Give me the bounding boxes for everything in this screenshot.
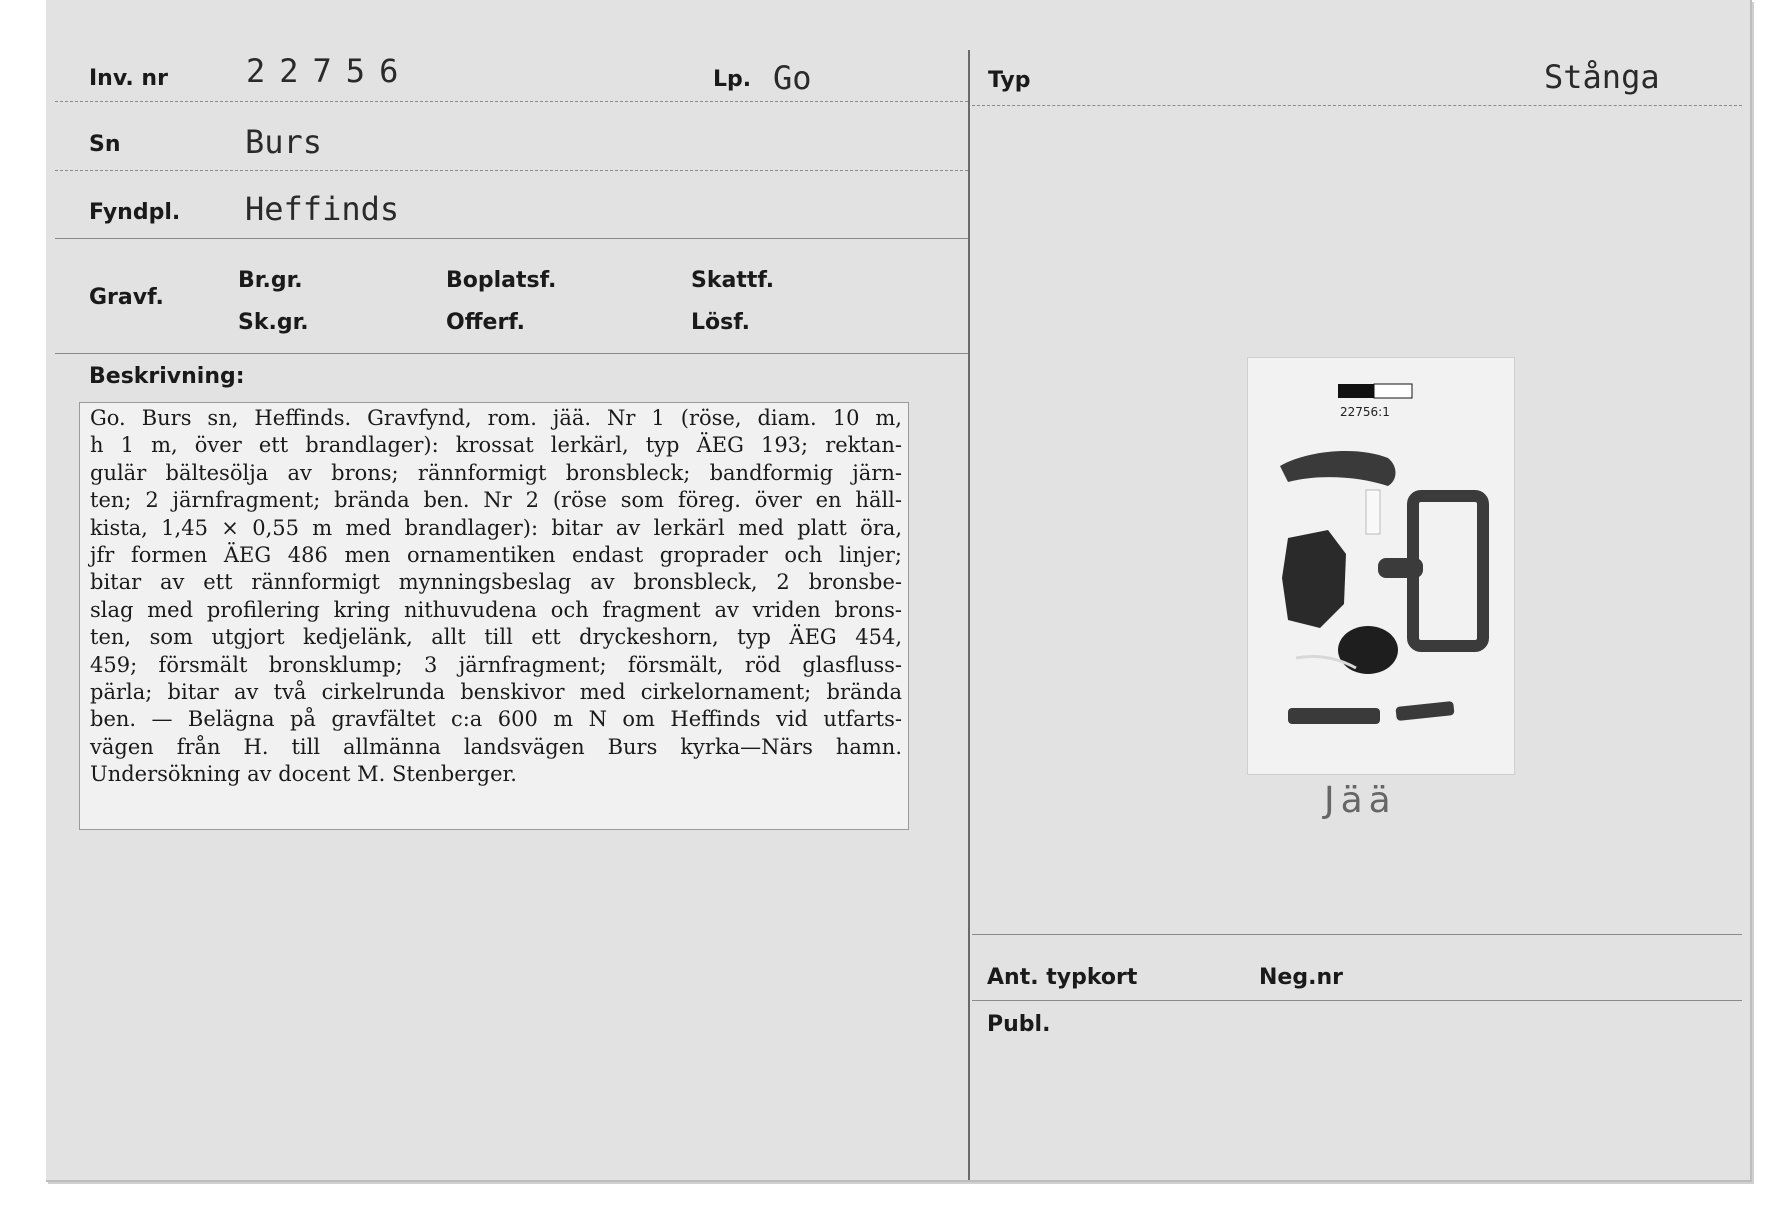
sn-value: Burs xyxy=(245,123,323,161)
object-tag: 22756:1 xyxy=(1340,405,1390,419)
brgr-label: Br.gr. xyxy=(238,268,303,293)
typ-value: Stånga xyxy=(1544,58,1660,96)
description-slip xyxy=(79,402,909,830)
rule xyxy=(972,934,1742,935)
description-line: gulär bältesölja av brons; rännformigt bronsbleck; bandformig järn- xyxy=(90,460,902,485)
iron-fragment xyxy=(1280,451,1396,486)
inv-nr-value: 22756 xyxy=(246,52,413,90)
scale-bar xyxy=(1338,384,1374,398)
typ-label: Typ xyxy=(988,68,1031,93)
bronze-clump xyxy=(1338,626,1398,674)
description-line: bitar av ett rännformigt mynningsbeslag av bronsbleck, 2 bronsbe- xyxy=(90,570,902,595)
description-line: kista, 1,45 × 0,55 m med brandlager): bitar av lerkärl med platt öra, xyxy=(90,515,902,540)
fyndpl-value: Heffinds xyxy=(245,190,400,228)
description-line: ten, som utgjort kedjelänk, allt till ett dryckeshorn, typ ÄEG 454, xyxy=(90,625,902,650)
description-line: ben. — Belägna på gravfältet c:a 600 m N om Heffinds vid utfarts- xyxy=(90,707,902,732)
description-line: 459; försmält bronsklump; 3 järnfragment; försmält, röd glasfluss- xyxy=(90,652,902,677)
gravf-label: Gravf. xyxy=(89,285,164,310)
sherd xyxy=(1282,530,1346,628)
beskrivning-label: Beskrivning: xyxy=(89,364,245,389)
description-line: pärla; bitar av två cirkelrunda benskivor med cirkelornament; brända xyxy=(90,680,902,705)
boplatsf-label: Boplatsf. xyxy=(446,268,557,293)
inv-nr-label: Inv. nr xyxy=(89,66,168,91)
rule xyxy=(55,101,968,102)
buckle xyxy=(1413,496,1483,646)
description-line: h 1 m, över ett brandlager): krossat lerkärl, typ ÄEG 193; rektan- xyxy=(90,433,902,458)
offerf-label: Offerf. xyxy=(446,310,526,335)
rule xyxy=(55,353,968,354)
column-divider xyxy=(968,50,970,1180)
lp-label: Lp. xyxy=(713,67,752,92)
description-line: vägen från H. till allmänna landsvägen Burs kyrka—Närs hamn. xyxy=(90,734,902,759)
scale-bar xyxy=(1374,384,1412,398)
ant-typkort-label: Ant. typkort xyxy=(987,965,1138,990)
artifact-photo-drawing xyxy=(1248,358,1514,774)
description-line: Undersökning av docent M. Stenberger. xyxy=(90,762,517,787)
sn-label: Sn xyxy=(89,132,121,157)
description-line: jfr formen ÄEG 486 men ornamentiken endast groprader och linjer; xyxy=(90,543,902,568)
bronze-mount xyxy=(1395,701,1454,721)
rule xyxy=(972,105,1742,106)
paper-tag xyxy=(1366,490,1380,534)
rule xyxy=(55,170,968,171)
description-line: Go. Burs sn, Heffinds. Gravfynd, rom. jää. Nr 1 (röse, diam. 10 m, xyxy=(90,406,902,430)
description-line: slag med profilering kring nithuvudena och fragment av vriden brons- xyxy=(90,597,902,622)
rule xyxy=(972,1000,1742,1001)
publ-label: Publ. xyxy=(987,1012,1051,1037)
lp-value: Go xyxy=(773,59,812,97)
buckle-tongue xyxy=(1378,558,1423,578)
neg-nr-label: Neg.nr xyxy=(1259,965,1343,990)
losf-label: Lösf. xyxy=(691,310,750,335)
rule xyxy=(55,238,968,239)
skattf-label: Skattf. xyxy=(691,268,775,293)
skgr-label: Sk.gr. xyxy=(238,310,309,335)
fyndpl-label: Fyndpl. xyxy=(89,200,181,225)
photo-caption: Jää xyxy=(1324,780,1397,821)
description-line: ten; 2 järnfragment; brända ben. Nr 2 (röse som föreg. över en häll- xyxy=(90,488,902,513)
bronze-mount xyxy=(1288,708,1380,724)
artifact-photo xyxy=(1248,358,1514,774)
